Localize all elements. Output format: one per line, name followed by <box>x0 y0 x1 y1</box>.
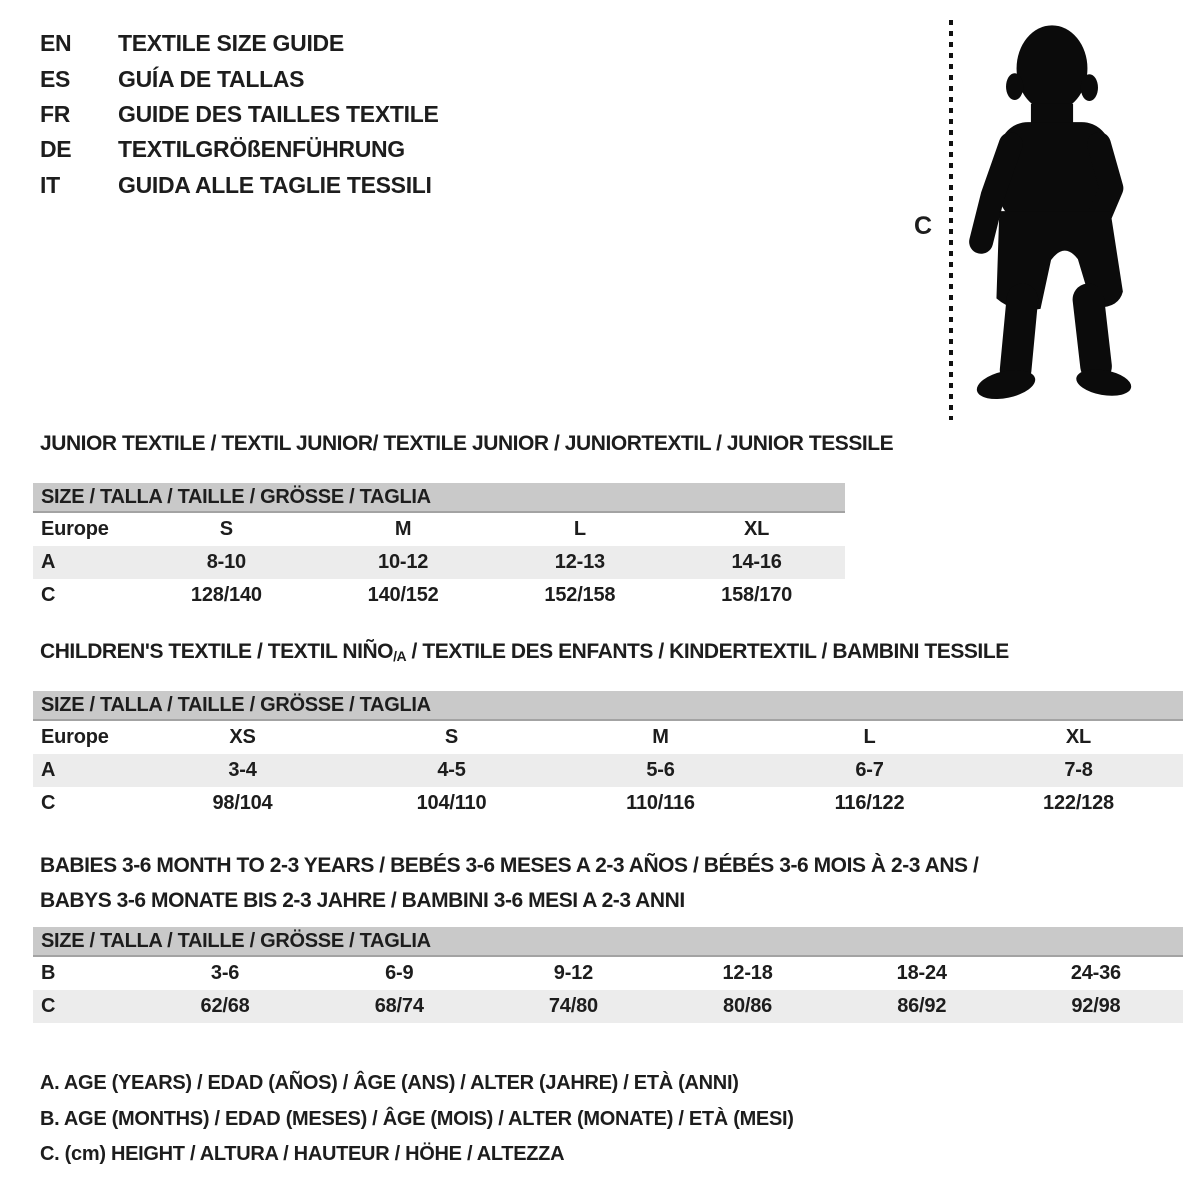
junior-section-heading: JUNIOR TEXTILE / TEXTIL JUNIOR/ TEXTILE JUNIOR / JUNIORTEXTIL / JUNIOR TESSILE <box>40 432 894 455</box>
language-code: IT <box>40 171 60 198</box>
guide-title: GUÍA DE TALLAS <box>118 65 305 92</box>
table-row-c <box>33 990 1183 1023</box>
table-row-europe <box>33 513 845 546</box>
measure-legend <box>40 1066 794 1173</box>
children-heading-sub: /A <box>393 648 407 664</box>
age-cell: 12-13 <box>554 551 605 573</box>
height-cell: 116/122 <box>834 792 905 814</box>
row-label: B <box>41 962 56 984</box>
guide-title: TEXTILGRÖßENFÜHRUNG <box>118 136 405 163</box>
row-label: Europe <box>41 726 109 748</box>
age-cell: 24-36 <box>1070 962 1121 984</box>
age-cell: 7-8 <box>1064 759 1093 781</box>
legend-line-b: B. AGE (MONTHS) / EDAD (MESES) / ÂGE (MOIS) / ALTER (MONATE) / ETÀ (MESI) <box>40 1107 794 1130</box>
guide-title: GUIDA ALLE TAGLIE TESSILI <box>118 171 432 198</box>
row-label: A <box>41 551 56 573</box>
language-code: FR <box>40 100 71 127</box>
age-cell: 6-9 <box>385 962 414 984</box>
table-row-b <box>33 957 1183 990</box>
height-cell: 80/86 <box>723 995 773 1017</box>
height-cell: 122/128 <box>1043 792 1114 814</box>
size-header-band: SIZE / TALLA / TAILLE / GRÖSSE / TAGLIA <box>33 927 1183 957</box>
children-size-table <box>33 691 1183 820</box>
age-cell: 9-12 <box>553 962 594 984</box>
height-cell: 92/98 <box>1071 995 1121 1017</box>
age-cell: 14-16 <box>731 551 782 573</box>
height-cell: 74/80 <box>548 995 598 1017</box>
junior-size-table <box>33 483 845 612</box>
language-title-list <box>40 26 439 203</box>
language-row-en <box>40 26 439 61</box>
babies-heading-line1: BABIES 3-6 MONTH TO 2-3 YEARS / BEBÉS 3-6 MESES A 2-3 AÑOS / BÉBÉS 3-6 MOIS À 2-3 ANS / <box>40 854 979 877</box>
age-cell: 5-6 <box>646 759 675 781</box>
table-row-c <box>33 787 1183 820</box>
row-label: C <box>41 792 56 814</box>
size-header-band: SIZE / TALLA / TAILLE / GRÖSSE / TAGLIA <box>33 483 845 513</box>
guide-title: GUIDE DES TAILLES TEXTILE <box>118 100 439 127</box>
language-code: EN <box>40 30 72 57</box>
age-cell: 3-6 <box>210 962 240 984</box>
size-cell: XL <box>744 518 770 540</box>
babies-size-table <box>33 927 1183 1023</box>
height-cell: 140/152 <box>367 584 439 606</box>
language-code: ES <box>40 65 71 92</box>
table-row-europe <box>33 721 1183 754</box>
legend-line-c: C. (cm) HEIGHT / ALTURA / HAUTEUR / HÖHE / ALTEZZA <box>40 1143 565 1166</box>
height-cell: 86/92 <box>897 995 947 1017</box>
size-cell: M <box>652 726 669 748</box>
language-row-es <box>40 61 439 96</box>
height-cell: 104/110 <box>416 792 487 814</box>
height-cell: 158/170 <box>721 584 793 606</box>
size-cell: L <box>573 518 586 540</box>
children-heading-pre: CHILDREN'S TEXTILE / TEXTIL NIÑO <box>40 640 394 663</box>
row-label: C <box>41 584 56 606</box>
language-row-it <box>40 168 439 203</box>
children-heading-post: / TEXTILE DES ENFANTS / KINDERTEXTIL / BAMBINI TESSILE <box>406 640 1009 663</box>
height-dashed-line <box>947 18 955 422</box>
row-label: C <box>41 995 56 1017</box>
age-cell: 3-4 <box>228 759 257 781</box>
row-label: Europe <box>41 518 109 540</box>
toddler-silhouette <box>961 16 1143 414</box>
age-cell: 12-18 <box>722 962 773 984</box>
age-cell: 8-10 <box>206 551 246 573</box>
age-cell: 4-5 <box>437 759 466 781</box>
legend-line-a: A. AGE (YEARS) / EDAD (AÑOS) / ÂGE (ANS) / ALTER (JAHRE) / ETÀ (ANNI) <box>40 1072 739 1095</box>
height-measure-label: C <box>914 212 933 240</box>
language-row-fr <box>40 97 439 132</box>
size-cell: L <box>863 726 876 748</box>
height-cell: 98/104 <box>212 792 273 814</box>
height-cell: 152/158 <box>544 584 616 606</box>
language-row-de <box>40 132 439 167</box>
height-cell: 62/68 <box>200 995 250 1017</box>
size-cell: S <box>444 726 459 748</box>
size-cell: XL <box>1065 726 1092 748</box>
row-label: A <box>41 759 56 781</box>
height-cell: 110/116 <box>626 792 695 814</box>
children-section-heading <box>40 640 1009 664</box>
size-cell: M <box>394 518 412 540</box>
size-cell: XS <box>229 726 256 748</box>
table-row-a <box>33 754 1183 787</box>
height-cell: 128/140 <box>190 584 262 606</box>
age-cell: 10-12 <box>378 551 429 573</box>
table-row-c <box>33 579 845 612</box>
table-row-a <box>33 546 845 579</box>
language-code: DE <box>40 136 72 163</box>
height-cell: 68/74 <box>374 995 424 1017</box>
age-cell: 6-7 <box>855 759 884 781</box>
guide-title: TEXTILE SIZE GUIDE <box>118 30 344 57</box>
babies-section-heading <box>40 848 978 918</box>
babies-heading-line2: BABYS 3-6 MONATE BIS 2-3 JAHRE / BAMBINI 3-6 MESI A 2-3 ANNI <box>40 889 685 912</box>
size-cell: S <box>219 518 233 540</box>
size-header-band: SIZE / TALLA / TAILLE / GRÖSSE / TAGLIA <box>33 691 1183 721</box>
age-cell: 18-24 <box>896 962 947 984</box>
